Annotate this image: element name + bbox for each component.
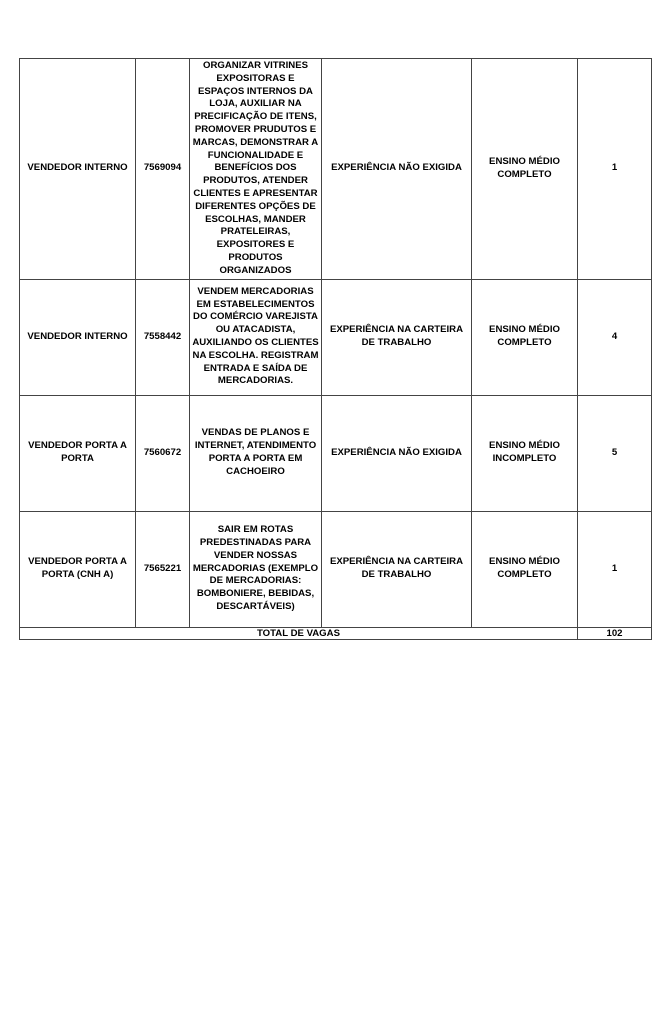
total-value: 102: [578, 627, 652, 639]
job-description-cell: ORGANIZAR VITRINES EXPOSITORAS E ESPAÇOS INTERNOS DA LOJA, AUXILIAR NA PRECIFICAÇÃO DE ITENS, PROMOVER PRUDUTOS E MARCAS, DEMONSTRAR A FUNCIONALIDADE E BENEFÍCIOS DOS PRODUTOS, ATENDER CLIENTES E APRESENTAR DIFERENTES OPÇÕES DE ESCOLHAS, MANDER PRATELEIRAS, EXPOSITORES E PRODUTOS ORGANIZADOS: [190, 59, 322, 280]
vacancies-count-cell: 4: [578, 279, 652, 395]
total-row: [20, 627, 652, 639]
total-label: TOTAL DE VAGAS: [20, 627, 578, 639]
table-row: [20, 279, 652, 395]
job-description-cell: VENDEM MERCADORIAS EM ESTABELECIMENTOS DO COMÉRCIO VAREJISTA OU ATACADISTA, AUXILIANDO OS CLIENTES NA ESCOLHA. REGISTRAM ENTRADA E SAÍDA DE MERCADORIAS.: [190, 279, 322, 395]
job-code-cell: 7558442: [136, 279, 190, 395]
job-title-cell: VENDEDOR INTERNO: [20, 279, 136, 395]
job-code-cell: 7569094: [136, 59, 190, 280]
experience-cell: EXPERIÊNCIA NÃO EXIGIDA: [322, 59, 472, 280]
job-description-cell: SAIR EM ROTAS PREDESTINADAS PARA VENDER NOSSAS MERCADORIAS (EXEMPLO DE MERCADORIAS: BOMBONIERE, BEBIDAS, DESCARTÁVEIS): [190, 511, 322, 627]
education-cell: ENSINO MÉDIO INCOMPLETO: [472, 395, 578, 511]
vacancies-table: [19, 58, 652, 640]
job-title-cell: VENDEDOR PORTA A PORTA (CNH A): [20, 511, 136, 627]
job-description-cell: VENDAS DE PLANOS E INTERNET, ATENDIMENTO PORTA A PORTA EM CACHOEIRO: [190, 395, 322, 511]
education-cell: ENSINO MÉDIO COMPLETO: [472, 59, 578, 280]
experience-cell: EXPERIÊNCIA NA CARTEIRA DE TRABALHO: [322, 511, 472, 627]
job-code-cell: 7560672: [136, 395, 190, 511]
job-code-cell: 7565221: [136, 511, 190, 627]
education-cell: ENSINO MÉDIO COMPLETO: [472, 511, 578, 627]
experience-cell: EXPERIÊNCIA NA CARTEIRA DE TRABALHO: [322, 279, 472, 395]
table-row: [20, 59, 652, 280]
vacancies-count-cell: 1: [578, 59, 652, 280]
education-cell: ENSINO MÉDIO COMPLETO: [472, 279, 578, 395]
experience-cell: EXPERIÊNCIA NÃO EXIGIDA: [322, 395, 472, 511]
vacancies-count-cell: 1: [578, 511, 652, 627]
vacancies-count-cell: 5: [578, 395, 652, 511]
table-row: [20, 511, 652, 627]
table-row: [20, 395, 652, 511]
job-title-cell: VENDEDOR PORTA A PORTA: [20, 395, 136, 511]
job-title-cell: VENDEDOR INTERNO: [20, 59, 136, 280]
